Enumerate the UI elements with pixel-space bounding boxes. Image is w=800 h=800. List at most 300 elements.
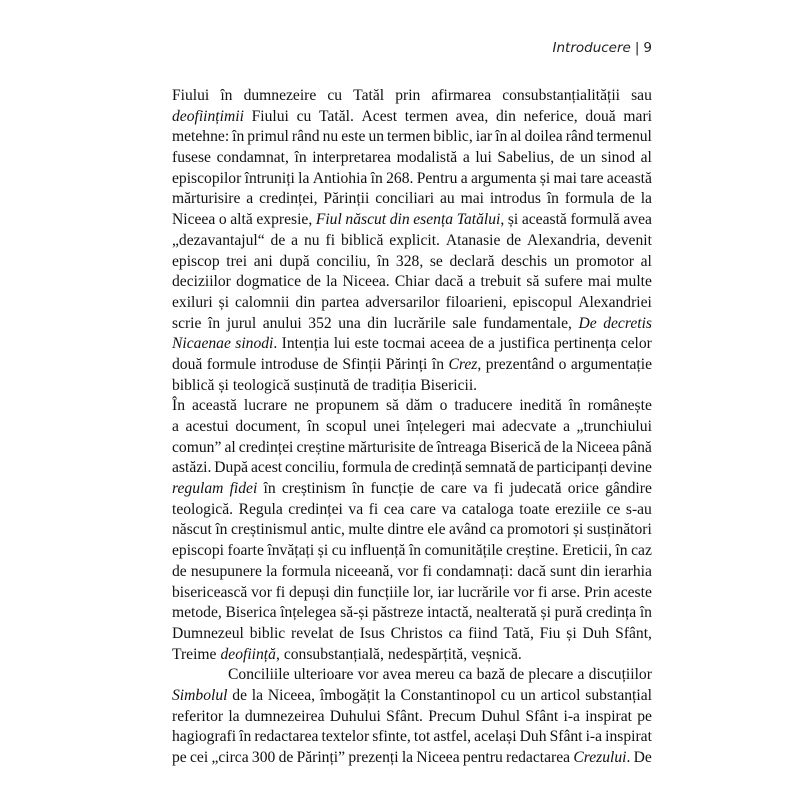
text-run: Conciliile [228,666,290,684]
text-run: prin [395,87,421,104]
word [384,500,405,521]
text-run: același [474,728,517,746]
text-run: influență [349,542,406,560]
text-line [172,396,652,417]
word [172,314,201,335]
text-run: episcopul [512,293,573,311]
text-run: să [526,273,540,291]
text-run: care [410,500,436,518]
text-line [172,624,652,645]
text-run: 328, [395,252,424,270]
word [218,376,228,397]
word [513,583,534,604]
word [545,272,583,293]
text-run: document, [235,418,301,435]
text-run: Părinți” [296,749,346,766]
text-line [172,665,652,686]
word [565,189,614,210]
word [446,293,507,314]
text-run: dumnezeire [243,87,317,104]
text-run: discuțiilor [588,666,652,684]
text-run: creștinismul [230,521,308,539]
word [471,169,537,190]
word [353,86,384,107]
text-run: nu [304,231,320,249]
text-run: Tatăl [353,87,385,104]
text-run: caz [631,542,652,560]
word [332,541,347,562]
text-run: va [348,500,364,518]
word [457,210,505,231]
word [441,479,467,500]
word [468,624,497,645]
word [244,86,317,107]
text-run: din [580,562,601,580]
word [419,438,434,459]
text-run: biblic [249,624,286,642]
text-run: tot [413,728,431,746]
text-run: traducere [454,397,513,415]
word [413,210,453,231]
text-run: lucrare [243,397,288,415]
text-run: introdus [489,190,541,208]
word [417,169,458,190]
text-run: , [275,645,280,663]
text-run: Antiohia [312,169,368,187]
text-run: învățați [267,542,315,560]
word [506,231,521,252]
word [367,314,387,335]
text-run: de [620,190,635,208]
text-run: după [279,252,310,270]
text-run: susținători [586,521,652,539]
word [586,727,602,748]
text-line [172,500,652,521]
word [550,562,576,583]
word [235,417,300,438]
text-run: al [640,149,652,167]
word [239,438,294,459]
text-run: dumnezeirea [244,707,325,725]
text-run: s-au [625,500,652,518]
word [239,500,283,521]
word [172,500,233,521]
text-line [172,438,652,459]
word [353,376,368,397]
text-run: semnată [464,459,517,477]
text-run: a [246,190,254,208]
word [172,458,211,479]
text-run: de [418,438,434,456]
text-run: Dumnezeul [172,624,244,642]
word [323,189,369,210]
text-line [172,127,652,148]
word [585,107,615,128]
text-run: și [507,211,519,229]
word [550,727,583,748]
text-run: în [239,728,252,746]
word [476,603,537,624]
word [462,500,514,521]
word [172,189,240,210]
text-run: episcopilor [172,169,242,187]
text-run: arse. [551,583,581,601]
text-run: de [278,749,294,766]
word [526,272,539,293]
text-run: Sfânt. [386,707,423,725]
text-run: și [317,542,329,560]
text-run: formula [281,562,331,580]
text-run: ani [253,252,273,270]
text-run: introduse [260,355,319,373]
text-run: o [558,355,567,373]
word [172,376,214,397]
text-run: în [352,480,365,498]
text-run: i-a [563,707,580,725]
word [488,334,495,355]
word [342,355,381,376]
word [607,169,652,190]
word [246,189,253,210]
text-run: Niceea [576,438,620,456]
word [458,583,510,604]
word [449,520,486,541]
word [566,127,594,148]
word [323,355,338,376]
word [641,252,652,273]
word [387,127,430,148]
word [384,686,395,707]
text-line [172,189,652,210]
word [360,624,385,645]
text-line [172,583,652,604]
text-run: termenul [596,128,652,146]
word [327,86,342,107]
text-run: a [468,273,476,291]
word [407,417,466,438]
text-run: biblică [340,231,384,249]
text-run: exiluri [172,293,213,311]
word [519,396,561,417]
text-run: de [543,438,559,456]
word [172,562,187,583]
word [251,458,282,479]
text-run: care [440,480,467,498]
text-run: în [263,480,276,498]
text-run: se [429,252,443,270]
text-run: Duhului [329,707,381,725]
word [390,210,410,231]
text-run: redactarea [506,749,571,766]
text-run: Duh [519,728,547,746]
word [452,314,476,335]
word [605,727,652,748]
text-run: în [639,604,652,622]
word [372,727,411,748]
text-run: mărturisite [348,438,416,456]
text-line [172,727,652,748]
section-title: Introducere [552,40,631,56]
word [208,314,220,335]
text-line [172,645,652,666]
word [261,355,319,376]
text-run: inspirat [585,707,632,725]
text-run: înțelegeri [406,418,466,435]
text-run: Chiar [394,273,430,291]
text-run: Intenția [281,335,330,353]
word [214,458,248,479]
text-run: orice [567,480,599,498]
word [326,417,367,438]
word [396,252,423,273]
word [232,127,244,148]
text-run: doilea [524,128,563,146]
word [172,148,211,169]
word [431,86,491,107]
word [192,396,237,417]
text-run: a [460,169,468,187]
word [172,583,247,604]
text-run: de [559,149,575,167]
text-run: fi [422,562,432,580]
word [291,231,298,252]
word [386,169,413,190]
word [477,665,506,686]
word [348,500,363,521]
text-run: cu [331,542,347,560]
word [522,210,567,231]
word [436,438,486,459]
italic-text: decretis [603,314,652,332]
word [172,355,202,376]
word [622,438,651,459]
text-run: pe [637,707,652,725]
text-run: iar [475,128,493,146]
word [172,438,221,459]
italic-text: Simbolul [172,686,228,704]
word [631,541,652,562]
body-text [172,86,652,769]
text-run: a [172,418,179,435]
word [252,748,275,769]
word [551,583,580,604]
word [395,86,420,107]
word [544,438,559,459]
text-run: până [622,438,652,456]
text-run: trei [226,252,248,270]
text-run: întreaga [436,438,487,456]
text-run: susținută [294,376,350,394]
word [637,707,652,728]
text-run: de [518,459,534,477]
word [481,707,520,728]
text-run: Niceea [172,211,216,229]
word [641,148,652,169]
word [172,86,209,107]
word [386,707,423,728]
word [338,314,361,335]
text-run: . [626,749,631,766]
text-run: din [367,314,388,332]
text-run: vor [251,583,272,601]
text-run: deciziilor [172,273,231,291]
word [254,252,273,273]
word [394,314,446,335]
word [554,169,577,190]
word [560,148,575,169]
word [224,438,235,459]
word [586,603,636,624]
text-run: devine [610,459,652,477]
text-run: intactă, [427,604,473,622]
word [296,438,345,459]
text-run: dăm [405,397,433,415]
text-run: din [495,107,516,125]
word [436,562,513,583]
text-run: interpretarea [312,149,391,167]
text-line [172,210,652,231]
word [276,583,286,604]
word [506,748,570,769]
text-line [172,272,652,293]
text-run: de [232,686,247,704]
word [437,583,453,604]
word [506,541,558,562]
word [573,520,583,541]
word [448,624,462,645]
word [268,686,315,707]
text-run: din [295,293,316,311]
text-run: Alexandria, [526,231,601,249]
text-run: Bisericii. [420,376,478,394]
text-run: în [215,521,228,539]
word [294,148,306,169]
word [502,86,620,107]
text-run: De [633,749,652,766]
text-run: hagiografi [172,728,237,746]
text-run: la [251,686,264,704]
word [190,748,208,769]
text-run: de [353,376,369,394]
word [412,458,462,479]
word [463,148,470,169]
text-run: biblică [172,376,215,394]
word [289,583,330,604]
text-run: lui [333,335,351,353]
text-run: a [488,335,495,353]
word [568,479,599,500]
word [520,686,536,707]
word [284,645,384,666]
word [430,252,443,273]
word [348,438,416,459]
text-run: un [580,149,596,167]
word [373,417,400,438]
text-line [172,520,652,541]
text-run: românește [587,397,652,415]
text-run: primul [247,128,289,146]
word [230,210,253,231]
word [312,148,391,169]
text-run: două [172,355,203,373]
word [321,293,359,314]
italic-text: De [578,314,597,332]
text-run: condamnat, [216,149,289,167]
word [172,624,244,645]
text-run: bază [476,666,506,684]
word [232,686,247,707]
word [323,127,339,148]
text-run: cataloga [461,500,514,518]
word [220,645,279,666]
text-run: în [615,542,628,560]
text-run: trebuit [480,273,522,291]
word [459,665,473,686]
text-run: Regula [238,500,283,518]
word [615,541,627,562]
text-run: După [214,459,249,477]
word [440,189,455,210]
text-run: Tată, [503,624,534,642]
text-run: la [561,438,573,456]
word [259,189,317,210]
text-run: al [224,438,236,456]
text-run: la [266,562,278,580]
text-run: condamnați: [436,562,514,580]
text-run: mărturisire [172,190,241,208]
text-run: al [510,128,522,146]
word [430,334,465,355]
word [306,272,321,293]
text-run: inedită [519,397,562,415]
word [616,272,652,293]
word [285,458,339,479]
text-run: vor [397,562,419,580]
text-run: la [228,707,240,725]
text-run: i-a [585,728,603,746]
text-run: au [439,190,455,208]
text-run: astfel, [433,728,472,746]
text-line [172,169,652,190]
word [211,748,248,769]
word [311,520,345,541]
word [570,210,619,231]
word [634,748,652,769]
word [577,417,652,438]
word [292,127,320,148]
word [294,396,309,417]
text-run: și [218,376,229,394]
text-run: Niceea, [267,686,316,704]
text-run: formulă [570,211,620,229]
word [395,272,430,293]
text-run: lucrările [393,314,446,332]
word [397,148,458,169]
word [580,169,603,190]
text-run: sufere [544,273,583,291]
text-run: îmbogățit [319,686,380,704]
word [330,707,381,728]
text-run: păstreze [372,604,424,622]
text-line [172,541,652,562]
text-run: plecare [528,666,574,684]
text-run: teologică. [172,500,234,518]
text-run: nedespărțită, [387,645,468,663]
word [350,541,405,562]
header-separator: | [634,40,640,56]
text-run: Niceea [416,749,460,766]
text-run: un [520,686,536,704]
